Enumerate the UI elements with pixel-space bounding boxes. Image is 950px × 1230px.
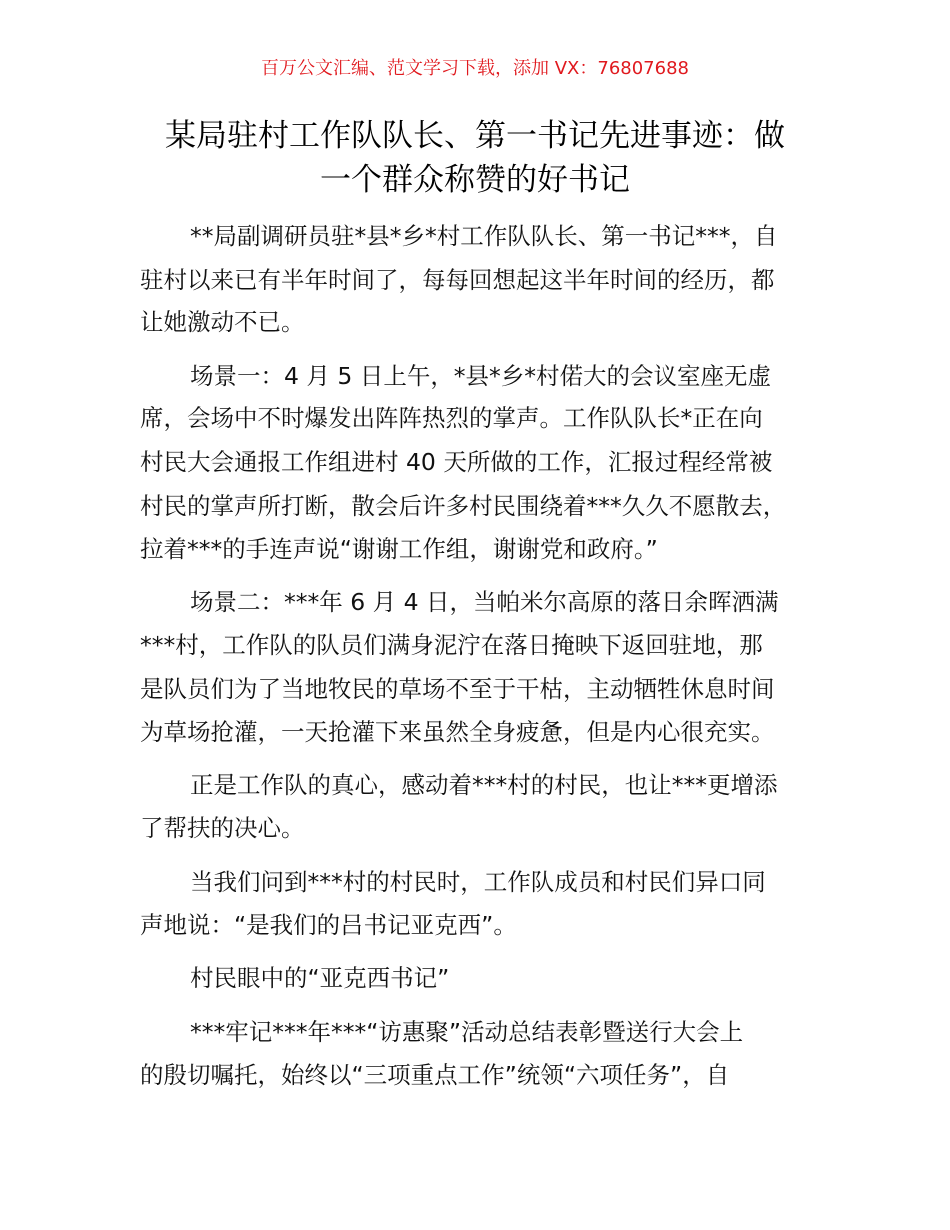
document-title-line-2: 一个群众称赞的好书记 (320, 162, 630, 198)
download-banner: 百万公文汇编、范文学习下载，添加 VX：76807688 (261, 58, 689, 79)
paragraph-2-line: 场景一：4 月 5 日上午，*县*乡*村偌大的会议室座无虚 (190, 362, 772, 390)
paragraph-7-line: 的殷切嘱托，始终以“三项重点工作”统领“六项任务”，自 (140, 1061, 730, 1089)
paragraph-2-line: 村民的掌声所打断，散会后许多村民围绕着***久久不愿散去， (140, 492, 787, 520)
paragraph-3-line: 为草场抢灌，一天抢灌下来虽然全身疲惫，但是内心很充实。 (140, 718, 775, 746)
paragraph-3-line: 是队员们为了当地牧民的草场不至于干枯，主动牺牲休息时间 (140, 675, 775, 703)
paragraph-5-line: 声地说：“是我们的吕书记亚克西”。 (140, 911, 517, 939)
paragraph-1-line: 驻村以来已有半年时间了，每每回想起这半年时间的经历，都 (140, 266, 775, 294)
paragraph-7-line: ***牢记***年***“访惠聚”活动总结表彰暨送行大会上 (190, 1018, 744, 1046)
paragraph-2-line: 村民大会通报工作组进村 40 天所做的工作，汇报过程经常被 (140, 448, 773, 476)
paragraph-1-line: **局副调研员驻*县*乡*村工作队队长、第一书记***，自 (190, 222, 778, 250)
paragraph-2-line: 拉着***的手连声说“谢谢工作组，谢谢党和政府。” (140, 535, 658, 563)
paragraph-2-line: 席，会场中不时爆发出阵阵热烈的掌声。工作队队长*正在向 (140, 404, 763, 432)
document-title-line-1: 某局驻村工作队队长、第一书记先进事迹：做 (165, 118, 785, 154)
paragraph-4-line: 正是工作队的真心，感动着***村的村民，也让***更增添 (190, 771, 778, 799)
paragraph-3-line: ***村，工作队的队员们满身泥泞在落日掩映下返回驻地，那 (140, 631, 763, 659)
paragraph-4-line: 了帮扶的决心。 (140, 814, 305, 842)
section-heading: 村民眼中的“亚克西书记” (190, 964, 450, 992)
paragraph-1-line: 让她激动不已。 (140, 308, 305, 336)
paragraph-5-line: 当我们问到***村的村民时，工作队成员和村民们异口同 (190, 868, 766, 896)
paragraph-3-line: 场景二：***年 6 月 4 日，当帕米尔高原的落日余晖洒满 (190, 588, 779, 616)
